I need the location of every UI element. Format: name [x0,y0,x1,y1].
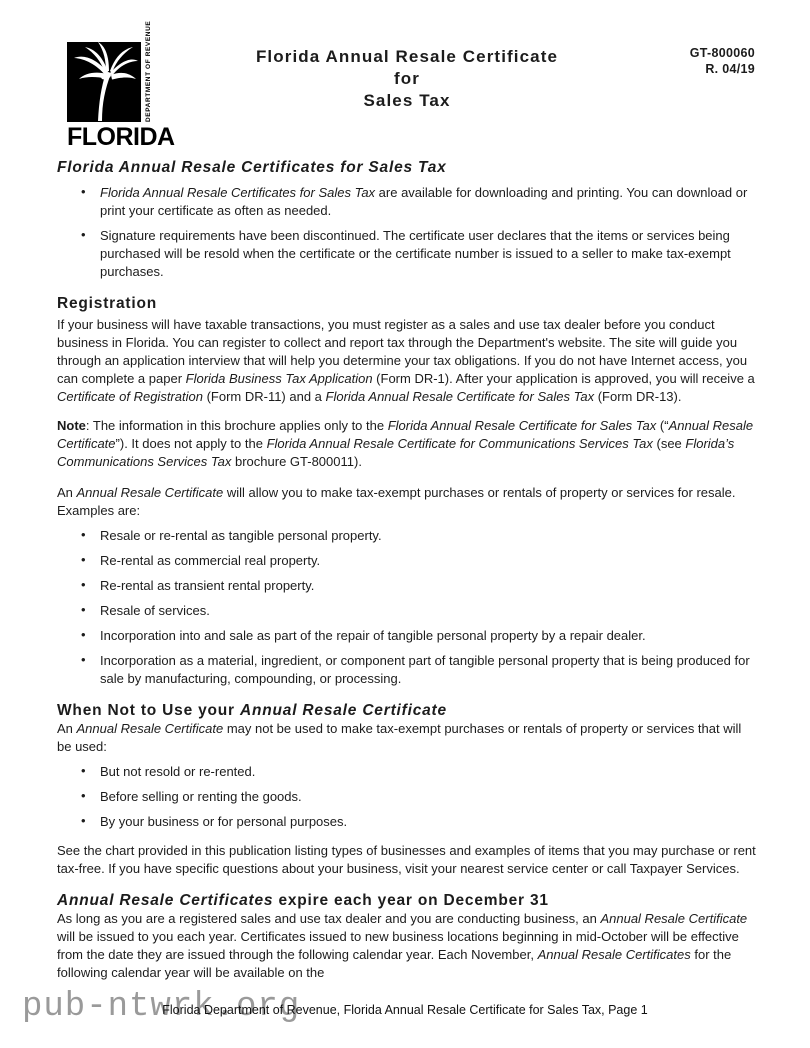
watermark: pub-ntwrk.org [22,988,301,1026]
section-intro [57,158,757,281]
expire-paragraph: As long as you are a registered sales and use tax dealer and you are conducting business, an Annual Resale Certificate will be issued to you each year. Certificates issued to new business locations beginning in mid-October will be effective from the date they are issued through the following calendar year. Each November, Annual Resale Certificates for the following calendar year will be available on the [57,911,748,980]
list-item: • Florida Annual Resale Certificates for Sales Tax are available for downloading and printing. You can download or print your certificate as often as needed. [57,184,757,220]
footer-text: Florida Department of Revenue, Florida Annual Resale Certificate for Sales Tax, Page 1 [162,1003,648,1017]
revenue-logo [67,20,187,152]
list-item: • Incorporation into and sale as part of the repair of tangible personal property by a repair dealer. [57,627,757,645]
list-item: • But not resold or re-rented. [57,763,757,781]
section-registration [57,294,757,471]
list-item: • Resale of services. [57,602,757,620]
section-heading-registration: Registration [57,295,158,312]
intro-bullet-list [57,184,757,281]
section-heading-expire: Annual Resale Certificates expire each year on December 31 [57,892,549,909]
title-line-3: Sales Tax [363,91,451,110]
section-examples [57,484,757,688]
logo-box [67,42,141,122]
list-item: • By your business or for personal purposes. [57,813,757,831]
examples-bullet-list [57,527,757,688]
see-chart-paragraph: See the chart provided in this publication listing types of businesses and examples of items that you may purchase or rent tax-free. If you have specific questions about your business, visit your nearest service center or call Taxpayer Services. [57,843,756,876]
list-item: • Signature requirements have been discontinued. The certificate user declares that the items or services being purchased will be resold when the certificate or the certificate number is issued to a seller to make tax-exempt purchases. [57,227,757,281]
list-item: • Before selling or renting the goods. [57,788,757,806]
registration-paragraph: If your business will have taxable transactions, you must register as a sales and use tax dealer before you conduct business in Florida. You can register to collect and report tax through the Department's website. The site will guide you through an application interview that will help you determine your tax obligations. If you do not have Internet access, you can complete a paper Florida Business Tax Application (Form DR-1). After your application is approved, you will receive a Certificate of Registration (Form DR-11) and a Florida Annual Resale Certificate for Sales Tax (Form DR-13). [57,317,755,404]
document-header [57,20,757,151]
palm-tree-icon [67,42,141,122]
section-expiration [57,891,757,982]
when-not-paragraph: An Annual Resale Certificate may not be used to make tax-exempt purchases or rentals of property or services that will be used: [57,721,742,754]
logo-florida-label: FLORIDA [67,123,175,151]
doc-number: GT-800060 [689,46,755,60]
list-item: • Re-rental as commercial real property. [57,552,757,570]
title-line-1: Florida Annual Resale Certificate [255,47,559,66]
examples-intro-paragraph: An Annual Resale Certificate will allow you to make tax-exempt purchases or rentals of property or services for resale. Examples are: [57,485,736,518]
when-not-bullet-list [57,763,757,831]
logo-department-label: DEPARTMENT OF REVENUE [145,20,152,122]
list-item: • Incorporation as a material, ingredient, or component part of tangible personal property that is being produced for sale by manufacturing, compounding, or processing. [57,652,757,688]
note-paragraph: Note: The information in this brochure applies only to the Florida Annual Resale Certificate for Sales Tax (“Annual Resale Certificate”). It does not apply to the Florida Annual Resale Certificate for Communications Services Tax (see Florida’s Communications Services Tax brochure GT-800011). [57,418,754,469]
section-when-not-to-use [57,701,757,878]
title-line-2: for [394,69,420,88]
document-codes [690,45,755,77]
section-heading-when-not: When Not to Use your Annual Resale Certificate [57,702,447,719]
revision-number: R. 04/19 [705,62,755,76]
list-item: • Re-rental as transient rental property. [57,577,757,595]
document-content [57,20,757,982]
list-item: • Resale or re-rental as tangible personal property. [57,527,757,545]
section-heading-intro: Florida Annual Resale Certificates for Sales Tax [57,159,447,176]
